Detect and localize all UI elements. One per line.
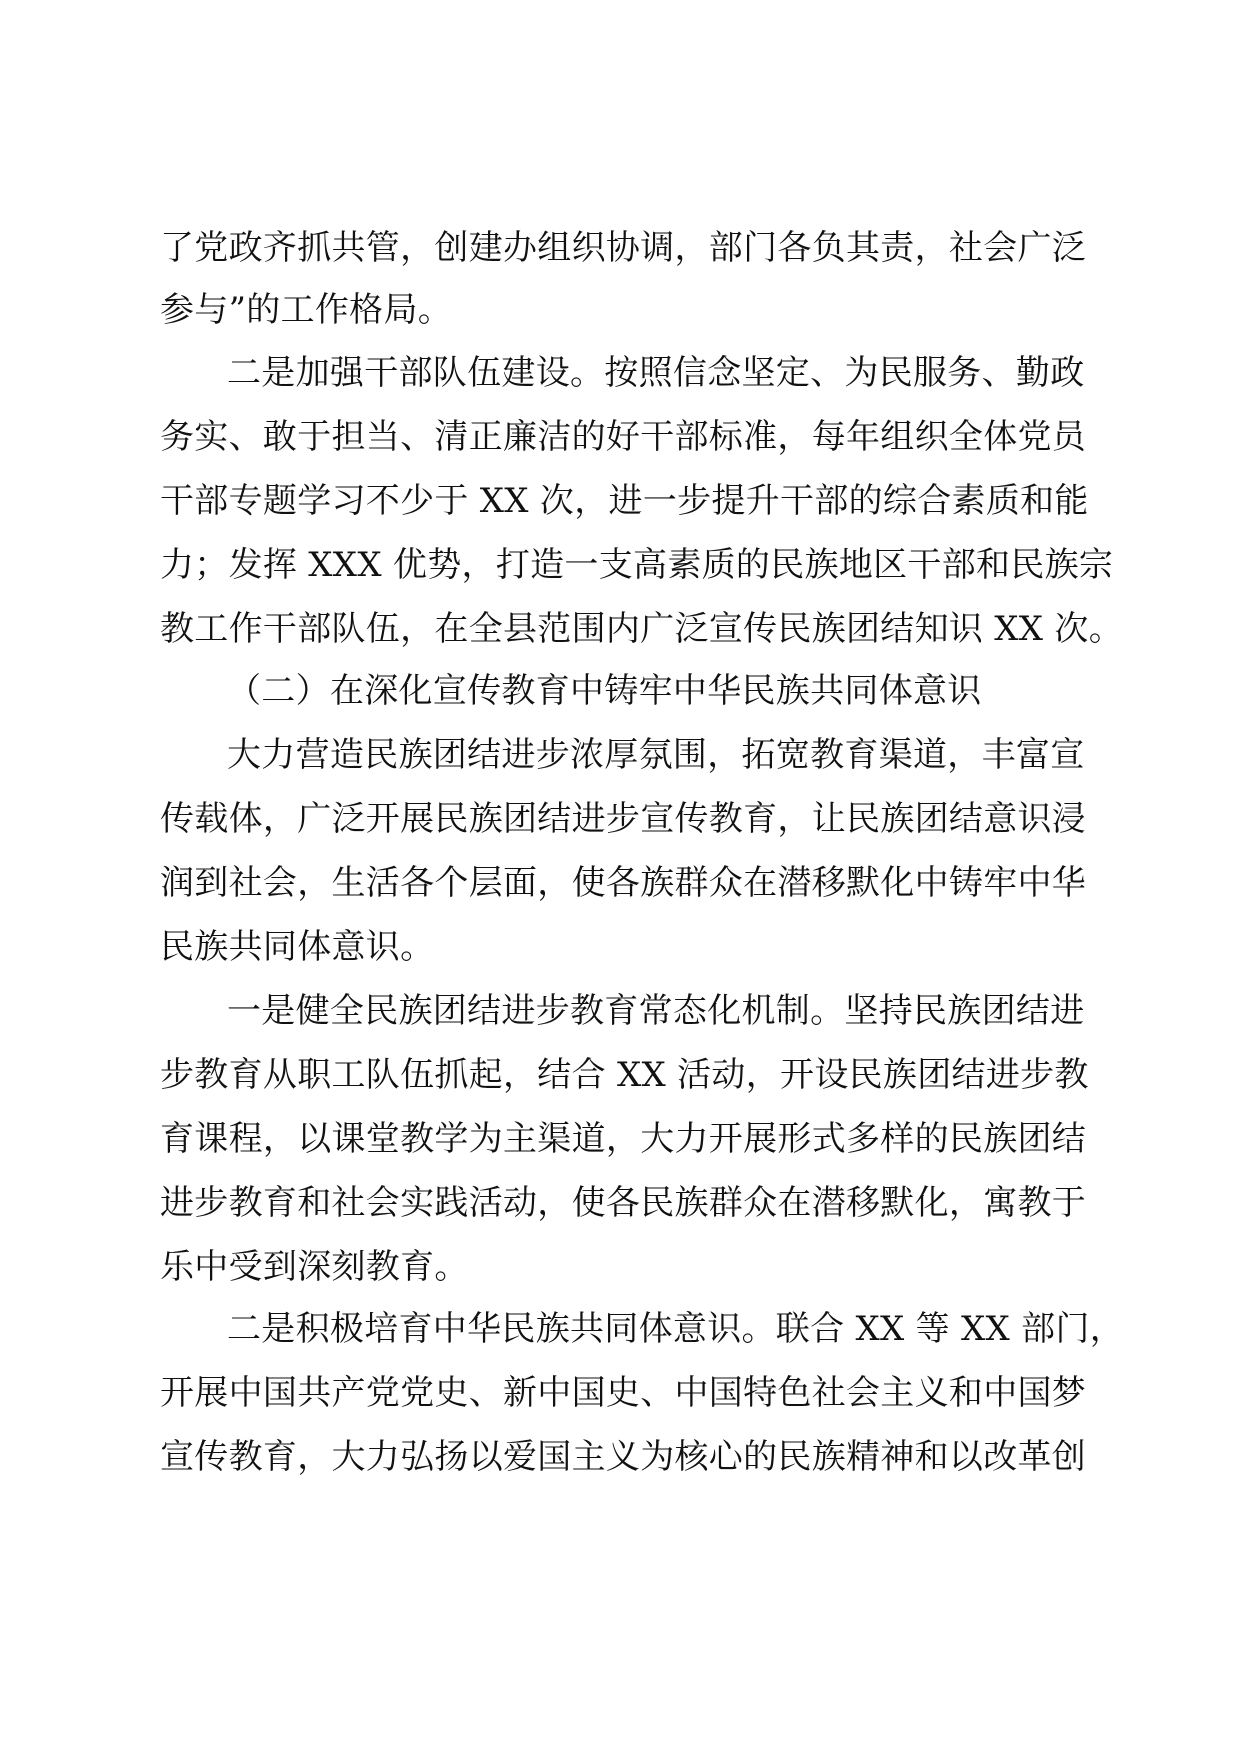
section-heading: （二）在深化宣传教育中铸牢中华民族共同体意识 — [227, 671, 982, 711]
body-text-line: 育课程，以课堂教学为主渠道，大力开展形式多样的民族团结 — [160, 1119, 1087, 1159]
body-text-line: 民族共同体意识。 — [160, 927, 435, 967]
paragraph-first-line: 一是健全民族团结进步教育常态化机制。坚持民族团结进 — [227, 991, 1085, 1031]
body-text-line: 进步教育和社会实践活动，使各民族群众在潜移默化，寓教于 — [160, 1183, 1087, 1223]
body-text-line: 润到社会，生活各个层面，使各族群众在潜移默化中铸牢中华 — [160, 863, 1087, 903]
body-text-line: 参与”的工作格局。 — [160, 290, 453, 330]
paragraph-first-line: 大力营造民族团结进步浓厚氛围，拓宽教育渠道，丰富宣 — [227, 735, 1085, 775]
body-text-line: 力；发挥 XXX 优势，打造一支高素质的民族地区干部和民族宗 — [160, 545, 1114, 585]
body-text-line: 干部专题学习不少于 XX 次，进一步提升干部的综合素质和能 — [160, 481, 1089, 521]
body-text-line: 了党政齐抓共管，创建办组织协调，部门各负其责，社会广泛 — [160, 228, 1087, 268]
paragraph-first-line: 二是积极培育中华民族共同体意识。联合 XX 等 XX 部门， — [227, 1309, 1125, 1349]
paragraph-first-line: 二是加强干部队伍建设。按照信念坚定、为民服务、勤政 — [227, 353, 1085, 393]
body-text-line: 教工作干部队伍，在全县范围内广泛宣传民族团结知识 XX 次。 — [160, 609, 1124, 649]
body-text-line: 步教育从职工队伍抓起，结合 XX 活动，开设民族团结进步教 — [160, 1055, 1089, 1095]
body-text-line: 乐中受到深刻教育。 — [160, 1247, 469, 1287]
body-text-line: 宣传教育，大力弘扬以爱国主义为核心的民族精神和以改革创 — [160, 1437, 1087, 1477]
body-text-line: 传载体，广泛开展民族团结进步宣传教育，让民族团结意识浸 — [160, 799, 1087, 839]
body-text-line: 务实、敢于担当、清正廉洁的好干部标准，每年组织全体党员 — [160, 417, 1087, 457]
body-text-line: 开展中国共产党党史、新中国史、中国特色社会主义和中国梦 — [160, 1373, 1087, 1413]
